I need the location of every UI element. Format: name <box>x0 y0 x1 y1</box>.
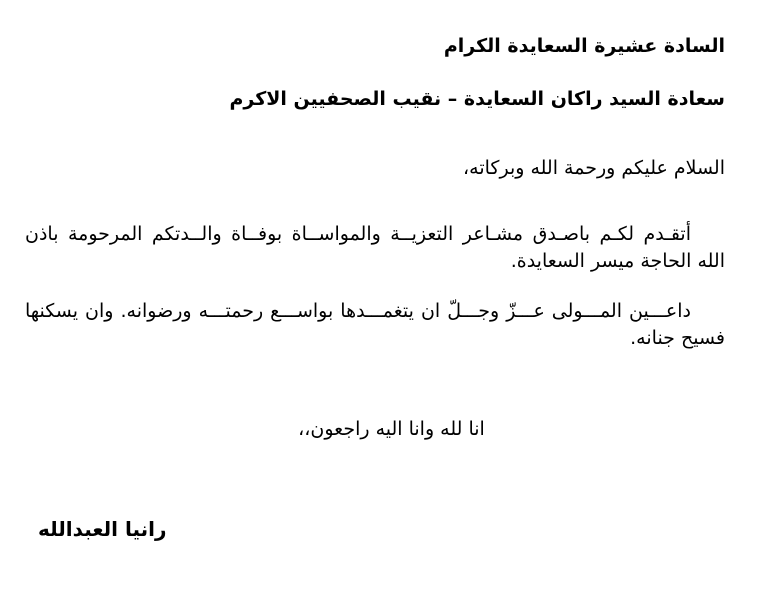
prayer-paragraph: داعـــين المـــولى عـــزّ وجـــلّ ان يتغمـــدها بواســـع رحمتـــه ورضوانه. وان يسكنها فسيح جنانه. <box>25 300 725 349</box>
greeting: السلام عليكم ورحمة الله وبركاته، <box>463 157 725 179</box>
addressee-line-2: سعادة السيد راكان السعايدة – نقيب الصحفيين الاكرم <box>229 88 725 110</box>
signature: رانيا العبدالله <box>38 517 167 541</box>
closing-line: انا لله وانا اليه راجعون،، <box>298 418 485 440</box>
condolence-paragraph: أتقـدم لكـم باصـدق مشـاعر التعزيــة والمواســاة بوفــاة والــدتكم المرحومة باذن الله الحاجة ميسر السعايدة. <box>25 223 725 272</box>
addressee-line-1: السادة عشيرة السعايدة الكرام <box>443 35 725 57</box>
